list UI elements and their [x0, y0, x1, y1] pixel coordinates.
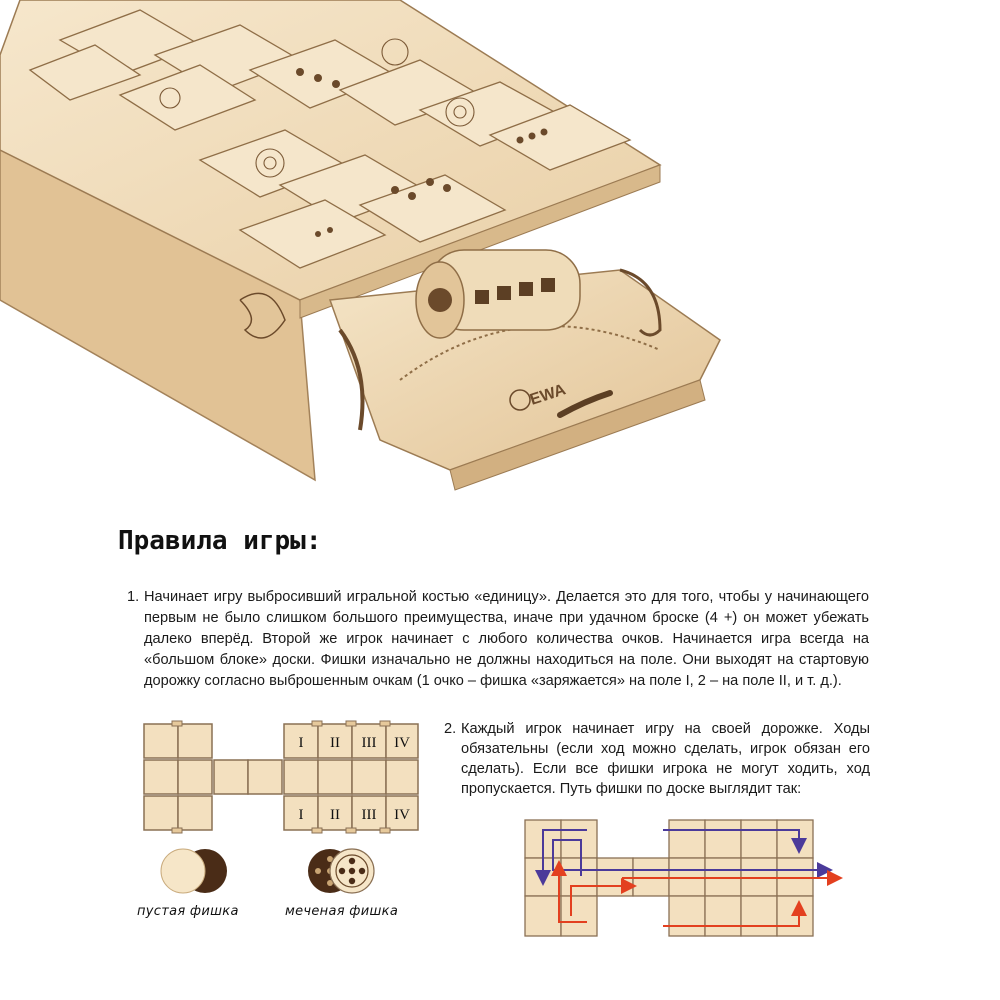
board-cell [178, 760, 212, 794]
board-cell [386, 760, 418, 794]
board-cell [284, 760, 318, 794]
marked-chip-caption: меченая фишка [285, 904, 399, 919]
board-diagram [142, 720, 420, 836]
board-cell [144, 796, 178, 830]
board-cell [144, 760, 178, 794]
rule-2-text: Каждый игрок начинает игру на своей дорожке. Ходы обязательны (если ход можно сделать, игрок обязан его сделать). Если все фишки игрока не могут ходить, ход пропускается. Путь фишки по доске выглядит так: [461, 721, 870, 797]
path-cell [741, 820, 777, 858]
rule-1 [127, 587, 869, 692]
path-cell [561, 858, 597, 896]
path-cell [705, 896, 741, 936]
board-cell [178, 796, 212, 830]
path-cell [777, 896, 813, 936]
rule-2-number: 2. [444, 721, 457, 737]
board-label-bottom-3: III [361, 807, 377, 823]
board-cell [144, 724, 178, 758]
rule-1-number: 1. [127, 589, 140, 605]
board-label-top-3: III [361, 735, 377, 751]
path-cell [561, 896, 597, 936]
board-cell [352, 760, 386, 794]
path-cell [669, 820, 705, 858]
board-label-top-2: II [330, 735, 340, 751]
dice-cylinder [416, 250, 580, 338]
ewa-logo-text: EWA [527, 381, 568, 409]
board-cell [318, 760, 352, 794]
path-cell [741, 896, 777, 936]
chip-path-diagram [523, 816, 845, 942]
board-label-bottom-1: I [298, 807, 304, 823]
board-label-top-4: IV [394, 735, 410, 751]
board-cell [248, 760, 282, 794]
empty-chip-caption: пустая фишка [137, 904, 239, 919]
empty-chip-icon [155, 845, 235, 897]
path-cell [525, 896, 561, 936]
rule-2 [444, 719, 870, 799]
board-label-top-1: I [298, 735, 304, 751]
marked-chip-icon [302, 845, 382, 897]
board-label-bottom-2: II [330, 807, 340, 823]
path-cell [777, 820, 813, 858]
board-cell [214, 760, 248, 794]
path-cell [669, 896, 705, 936]
rules-title: Правила игры: [118, 526, 322, 556]
board-cell [178, 724, 212, 758]
board-label-bottom-4: IV [394, 807, 410, 823]
rule-1-text: Начинает игру выбросивший игральной костью «единицу». Делается это для того, чтобы у начинающего первым не было слишком большого преимущества, иначе при удачном броске (4 +) он может убежать далеко вперёд. Второй же игрок начинает с любого количества очков. Начинается игра всегда на «большом блоке» доски. Фишки изначально не должны находиться на поле. Они выходят на стартовую дорожку согласно выброшенным очкам (1 очко – фишка «заряжается» на поле I, 2 – на поле II, и т. д.). [144, 589, 869, 689]
path-cell [705, 820, 741, 858]
